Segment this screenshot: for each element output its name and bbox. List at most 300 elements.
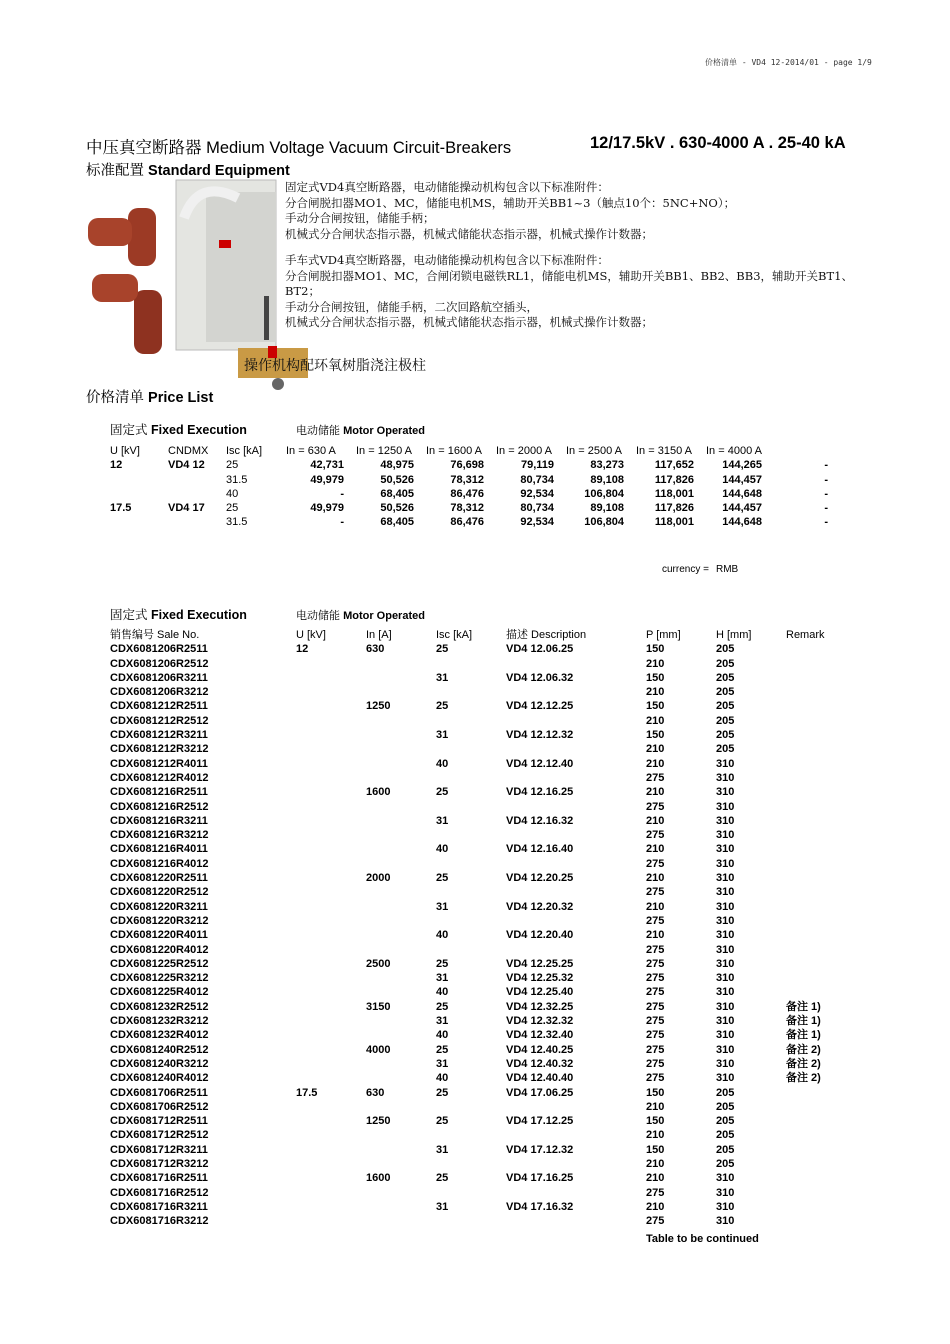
sales-cell: 275 [646, 857, 665, 870]
price-cell: 117,826 [654, 502, 694, 515]
sales-row [110, 885, 846, 899]
price-cell [110, 487, 168, 501]
sales-cell [366, 771, 436, 785]
sales-cell [786, 1214, 846, 1228]
sales-cell: 205 [716, 1143, 735, 1156]
sales-cell: 3150 [366, 1000, 391, 1013]
sales-cell: 210 [646, 872, 665, 885]
sales-cell: CDX6081232R4012 [110, 1029, 209, 1042]
sales-header-cell: In [A] [366, 629, 392, 641]
price-cell: 89,108 [590, 473, 624, 486]
sales-cell [436, 857, 506, 871]
sales-cell: CDX6081716R3212 [110, 1215, 209, 1228]
sales-cell [506, 685, 646, 699]
sales-cell [506, 800, 646, 814]
sales-cell: 31 [436, 814, 449, 827]
sales-table [110, 628, 846, 1228]
sales-cell: 2000 [366, 872, 391, 885]
sales-cell: 31 [436, 1015, 449, 1028]
sales-cell [296, 1200, 366, 1214]
truck-equipment-desc: 手车式VD4真空断路器，电动储能操动机构包含以下标准附件： 分合闸脱扣器MO1、MC，合闸闭锁电磁铁RL1，储能电机MS，辅助开关BB1、BB2、BB3，辅助开关BT1、 BT2； 手动分合闸按钮，储能手柄，二次回路航空插头， 机械式分合闸状态指示器，机械式储能状态指示器，机械式操作计数器； [285, 253, 853, 329]
price-cell: 68,405 [380, 487, 414, 500]
sales-cell: CDX6081216R3212 [110, 829, 209, 842]
price-cell: 40 [226, 487, 239, 500]
price-header-cell: In = 1600 A [426, 445, 482, 457]
price-cell: 106,804 [584, 487, 624, 500]
sales-cell: 31 [436, 972, 449, 985]
sales-cell [786, 671, 846, 685]
sales-cell: 31 [436, 900, 449, 913]
sales-cell [366, 757, 436, 771]
sales-cell [366, 1057, 436, 1071]
sales-row [110, 1000, 846, 1014]
sales-row [110, 1043, 846, 1057]
sales-cell: 40 [436, 929, 449, 942]
sales-cell [786, 985, 846, 999]
sales-cell [296, 800, 366, 814]
sales-cell: VD4 17.06.25 [506, 1086, 574, 1099]
sales-row [110, 842, 846, 856]
sales-cell: CDX6081216R3211 [110, 814, 208, 827]
sales-row [110, 871, 846, 885]
sales-cell [786, 714, 846, 728]
price-cell: 78,312 [450, 502, 484, 515]
sales-cell: CDX6081216R4012 [110, 857, 209, 870]
sales-cell: VD4 12.12.32 [506, 729, 574, 742]
sales-cell [786, 914, 846, 928]
sales-row [110, 985, 846, 999]
sales-cell: 31 [436, 729, 449, 742]
sales-cell [786, 871, 846, 885]
sales-cell [366, 1128, 436, 1142]
sales-cell [296, 757, 366, 771]
price-cell [168, 515, 226, 529]
sales-cell: 210 [646, 686, 665, 699]
sales-cell: VD4 12.32.25 [506, 1000, 574, 1013]
sales-cell: 4000 [366, 1043, 391, 1056]
sales-cell [296, 1157, 366, 1171]
sales-cell: VD4 17.16.32 [506, 1200, 574, 1213]
page-rating-title: 12/17.5kV . 630-4000 A . 25-40 kA [590, 134, 846, 152]
sales-cell [786, 1128, 846, 1142]
sales-cell [786, 943, 846, 957]
sales-header-cell: U [kV] [296, 629, 326, 641]
sales-cell [296, 1028, 366, 1042]
sales-cell: CDX6081212R4012 [110, 771, 209, 784]
sales-cell: 310 [716, 757, 735, 770]
sales-cell: 275 [646, 1072, 665, 1085]
sales-cell: 备注 2) [786, 1072, 821, 1085]
price-row [110, 487, 828, 501]
sales-row [110, 814, 846, 828]
sales-cell [786, 1086, 846, 1100]
sales-cell [436, 1128, 506, 1142]
sales-cell [366, 728, 436, 742]
sales-cell: CDX6081225R3212 [110, 972, 209, 985]
sales-row [110, 728, 846, 742]
sales-cell [786, 900, 846, 914]
sales-cell [786, 785, 846, 799]
sales-cell: 25 [436, 700, 449, 713]
sales-cell: VD4 12.06.32 [506, 671, 574, 684]
sales-cell: CDX6081706R2512 [110, 1100, 209, 1113]
standard-equipment-heading: 标准配置 Standard Equipment [86, 163, 290, 179]
sales-cell [366, 842, 436, 856]
sales-cell [296, 1186, 366, 1200]
sales-row [110, 800, 846, 814]
sales-execution-label: 固定式 Fixed Execution [110, 608, 247, 622]
sales-cell: 310 [716, 1172, 735, 1185]
sales-cell: CDX6081212R3212 [110, 743, 209, 756]
sales-cell: 备注 1) [786, 1029, 821, 1042]
sales-cell: 205 [716, 1086, 735, 1099]
sales-cell [366, 1028, 436, 1042]
sales-cell: 630 [366, 1086, 385, 1099]
sales-cell [366, 985, 436, 999]
price-cell: 80,734 [520, 473, 554, 486]
sales-row [110, 971, 846, 985]
sales-cell [506, 1128, 646, 1142]
sales-cell: CDX6081212R2512 [110, 714, 209, 727]
sales-cell [296, 1214, 366, 1228]
price-cell: 12 [110, 459, 123, 472]
sales-cell: VD4 17.16.25 [506, 1172, 574, 1185]
price-cell [110, 515, 168, 529]
sales-cell [296, 1014, 366, 1028]
sales-cell [366, 1214, 436, 1228]
sales-cell: 205 [716, 671, 735, 684]
sales-cell [436, 1186, 506, 1200]
sales-cell [296, 1128, 366, 1142]
sales-cell: 25 [436, 786, 449, 799]
sales-cell: 310 [716, 1186, 735, 1199]
abb-logo [219, 240, 231, 248]
sales-cell: 备注 2) [786, 1057, 821, 1070]
sales-cell: 150 [646, 1115, 665, 1128]
sales-cell: 275 [646, 771, 665, 784]
sales-row [110, 1100, 846, 1114]
price-cell: 68,405 [380, 516, 414, 529]
price-row [110, 501, 828, 515]
price-header-row [110, 444, 828, 458]
sales-cell: 205 [716, 1157, 735, 1170]
sales-header-row [110, 628, 846, 642]
sales-cell [366, 657, 436, 671]
sales-cell: VD4 12.40.40 [506, 1072, 574, 1085]
indicator-red [268, 346, 277, 358]
sales-cell [786, 928, 846, 942]
sales-cell [296, 685, 366, 699]
sales-row [110, 1214, 846, 1228]
sales-cell: VD4 12.20.40 [506, 929, 574, 942]
sales-cell: VD4 12.25.40 [506, 986, 574, 999]
sales-cell [436, 657, 506, 671]
sales-cell [296, 871, 366, 885]
sales-row [110, 1057, 846, 1071]
sales-cell [786, 771, 846, 785]
sales-cell: VD4 12.20.32 [506, 900, 574, 913]
sales-cell: CDX6081216R4011 [110, 843, 208, 856]
sales-header-cell: Isc [kA] [436, 629, 473, 641]
sales-header-cell: 描述 Description [506, 629, 587, 641]
price-execution-label: 固定式 Fixed Execution [110, 423, 247, 437]
sales-cell [786, 642, 846, 656]
sales-row [110, 928, 846, 942]
sales-cell: 205 [716, 657, 735, 670]
sales-cell [786, 971, 846, 985]
sales-cell: 275 [646, 800, 665, 813]
sales-cell [296, 943, 366, 957]
price-cell [110, 473, 168, 487]
sales-cell [436, 685, 506, 699]
sales-cell: 210 [646, 1129, 665, 1142]
sales-cell: 25 [436, 643, 449, 656]
sales-cell [296, 742, 366, 756]
sales-cell [786, 828, 846, 842]
sales-cell: 210 [646, 843, 665, 856]
sales-cell [296, 728, 366, 742]
price-cell: - [824, 487, 828, 500]
sales-cell: VD4 12.32.32 [506, 1015, 574, 1028]
sales-row [110, 685, 846, 699]
sales-cell [506, 771, 646, 785]
sales-row [110, 1186, 846, 1200]
sales-cell: CDX6081220R2511 [110, 872, 208, 885]
sales-cell [786, 1143, 846, 1157]
sales-cell: CDX6081240R4012 [110, 1072, 209, 1085]
sales-cell: 25 [436, 1000, 449, 1013]
sales-header-cell: H [mm] [716, 629, 752, 641]
sales-cell [366, 1071, 436, 1085]
sales-cell: CDX6081216R2512 [110, 800, 209, 813]
sales-row [110, 914, 846, 928]
sales-cell [786, 800, 846, 814]
sales-cell: 备注 2) [786, 1043, 821, 1056]
photo-caption: 操作机构配环氧树脂浇注极柱 [244, 358, 426, 374]
price-header-cell: In = 3150 A [636, 445, 692, 457]
sales-cell [296, 828, 366, 842]
sales-row [110, 828, 846, 842]
table-continued-note: Table to be continued [646, 1233, 759, 1245]
price-cell: 144,457 [722, 473, 762, 486]
price-cell: VD4 17 [168, 502, 205, 515]
sales-cell: 210 [646, 1157, 665, 1170]
sales-cell: CDX6081220R3212 [110, 914, 209, 927]
sales-cell: CDX6081206R3212 [110, 686, 209, 699]
sales-cell [366, 914, 436, 928]
sales-cell: CDX6081206R2512 [110, 657, 209, 670]
sales-cell [436, 885, 506, 899]
sales-cell: CDX6081220R4012 [110, 943, 209, 956]
sales-cell [296, 771, 366, 785]
sales-cell [506, 742, 646, 756]
price-header-cell: In = 2500 A [566, 445, 622, 457]
sales-cell [366, 900, 436, 914]
sales-cell [296, 671, 366, 685]
sales-cell: CDX6081206R2511 [110, 643, 208, 656]
sales-cell [296, 814, 366, 828]
sales-cell [506, 657, 646, 671]
price-cell: 78,312 [450, 473, 484, 486]
sales-cell [366, 671, 436, 685]
price-cell: 48,975 [380, 459, 414, 472]
price-cell: 50,526 [380, 473, 414, 486]
sales-cell: 310 [716, 1200, 735, 1213]
sales-cell: 备注 1) [786, 1000, 821, 1013]
sales-cell: CDX6081706R2511 [110, 1086, 208, 1099]
price-cell: - [824, 473, 828, 486]
sales-cell: VD4 12.40.32 [506, 1057, 574, 1070]
sales-cell [786, 1171, 846, 1185]
sales-cell: 210 [646, 757, 665, 770]
sales-cell: 25 [436, 957, 449, 970]
sales-cell: CDX6081212R3211 [110, 729, 208, 742]
sales-cell: 17.5 [296, 1086, 318, 1099]
sales-cell [506, 1214, 646, 1228]
sales-cell: VD4 17.12.25 [506, 1115, 574, 1128]
sales-cell: CDX6081232R3212 [110, 1015, 209, 1028]
sales-cell [296, 1000, 366, 1014]
price-cell: 50,526 [380, 502, 414, 515]
currency-label: currency = [662, 564, 709, 575]
sales-row [110, 1157, 846, 1171]
sales-cell [786, 657, 846, 671]
wheel [272, 378, 284, 390]
sales-cell [296, 1114, 366, 1128]
sales-cell [436, 1214, 506, 1228]
sales-cell: 205 [716, 714, 735, 727]
sales-cell: 210 [646, 657, 665, 670]
price-cell: 118,001 [654, 487, 694, 500]
sales-row [110, 1200, 846, 1214]
sales-cell: 275 [646, 943, 665, 956]
sales-cell: 275 [646, 1186, 665, 1199]
sales-cell: 310 [716, 872, 735, 885]
sales-cell [786, 728, 846, 742]
sales-cell: 310 [716, 814, 735, 827]
price-cell: - [824, 516, 828, 529]
price-cell: 118,001 [654, 516, 694, 529]
fixed-equipment-desc: 固定式VD4真空断路器，电动储能操动机构包含以下标准附件： 分合闸脱扣器MO1、MC，储能电机MS，辅助开关BB1~3（触点10个：5NC+NO）； 手动分合闸按钮，储能手柄； 机械式分合闸状态指示器，机械式储能状态指示器，机械式操作计数器； [285, 180, 736, 241]
sales-cell [436, 742, 506, 756]
price-row [110, 473, 828, 487]
sales-row [110, 1028, 846, 1042]
price-cell: 79,119 [520, 459, 554, 472]
sales-cell [506, 1100, 646, 1114]
sales-cell [436, 771, 506, 785]
sales-cell [296, 714, 366, 728]
sales-cell [296, 1043, 366, 1057]
price-table [110, 444, 828, 530]
sales-cell: 31 [436, 671, 449, 684]
sales-cell: 310 [716, 886, 735, 899]
sales-cell: 210 [646, 1172, 665, 1185]
price-cell: 117,826 [654, 473, 694, 486]
sales-cell: 1250 [366, 700, 391, 713]
price-cell: 117,652 [654, 459, 694, 472]
sales-row [110, 699, 846, 713]
sales-row [110, 1171, 846, 1185]
lower-pole [134, 290, 162, 354]
sales-cell [786, 814, 846, 828]
sales-cell: 275 [646, 972, 665, 985]
sales-cell: 40 [436, 1072, 449, 1085]
price-cell: 80,734 [520, 502, 554, 515]
sales-cell: VD4 12.25.25 [506, 957, 574, 970]
sales-cell [296, 699, 366, 713]
price-header-cell: In = 4000 A [706, 445, 762, 457]
sales-cell: CDX6081220R4011 [110, 929, 208, 942]
sales-row [110, 1143, 846, 1157]
sales-cell [296, 928, 366, 942]
price-cell [168, 473, 226, 487]
sales-cell: 150 [646, 1086, 665, 1099]
sales-cell: VD4 12.16.25 [506, 786, 574, 799]
sales-header-cell: Remark [786, 629, 825, 641]
sales-cell: CDX6081212R2511 [110, 700, 208, 713]
sales-row [110, 771, 846, 785]
sales-cell: CDX6081206R3211 [110, 671, 208, 684]
sales-row [110, 1014, 846, 1028]
sales-cell: 310 [716, 800, 735, 813]
sales-cell: 备注 1) [786, 1015, 821, 1028]
sales-cell [506, 828, 646, 842]
sales-cell: 25 [436, 1115, 449, 1128]
sales-row [110, 957, 846, 971]
price-cell: 49,979 [310, 502, 344, 515]
price-header-cell: In = 630 A [286, 445, 336, 457]
sales-cell [296, 785, 366, 799]
sales-cell: 275 [646, 914, 665, 927]
price-header-cell: CNDMX [168, 445, 209, 457]
sales-cell: CDX6081240R2512 [110, 1043, 209, 1056]
sales-cell: 310 [716, 1215, 735, 1228]
sales-cell [786, 742, 846, 756]
sales-cell [436, 1157, 506, 1171]
sales-row [110, 857, 846, 871]
price-cell: 17.5 [110, 502, 132, 515]
sales-cell [786, 857, 846, 871]
price-cell: 144,457 [722, 502, 762, 515]
price-cell: 25 [226, 502, 239, 515]
price-cell: 25 [226, 459, 239, 472]
sales-cell [366, 885, 436, 899]
sales-cell: 275 [646, 986, 665, 999]
sales-cell: 31 [436, 1200, 449, 1213]
price-row [110, 458, 828, 472]
sales-cell [366, 714, 436, 728]
price-cell: 92,534 [520, 516, 554, 529]
sales-cell: 210 [646, 1100, 665, 1113]
sales-cell: 210 [646, 814, 665, 827]
sales-row [110, 1128, 846, 1142]
sales-cell: 310 [716, 1072, 735, 1085]
sales-cell: 630 [366, 643, 385, 656]
sales-cell: 310 [716, 1029, 735, 1042]
sales-cell [786, 699, 846, 713]
sales-cell [366, 1200, 436, 1214]
price-cell: 83,273 [590, 459, 624, 472]
sales-cell: 31 [436, 1143, 449, 1156]
sales-cell: CDX6081232R2512 [110, 1000, 209, 1013]
price-list-heading: 价格清单 Price List [86, 390, 214, 406]
sales-cell: VD4 12.32.40 [506, 1029, 574, 1042]
sales-cell: 205 [716, 1115, 735, 1128]
sales-cell [786, 757, 846, 771]
sales-cell [296, 914, 366, 928]
currency-value: RMB [716, 564, 739, 575]
sales-cell: 310 [716, 857, 735, 870]
